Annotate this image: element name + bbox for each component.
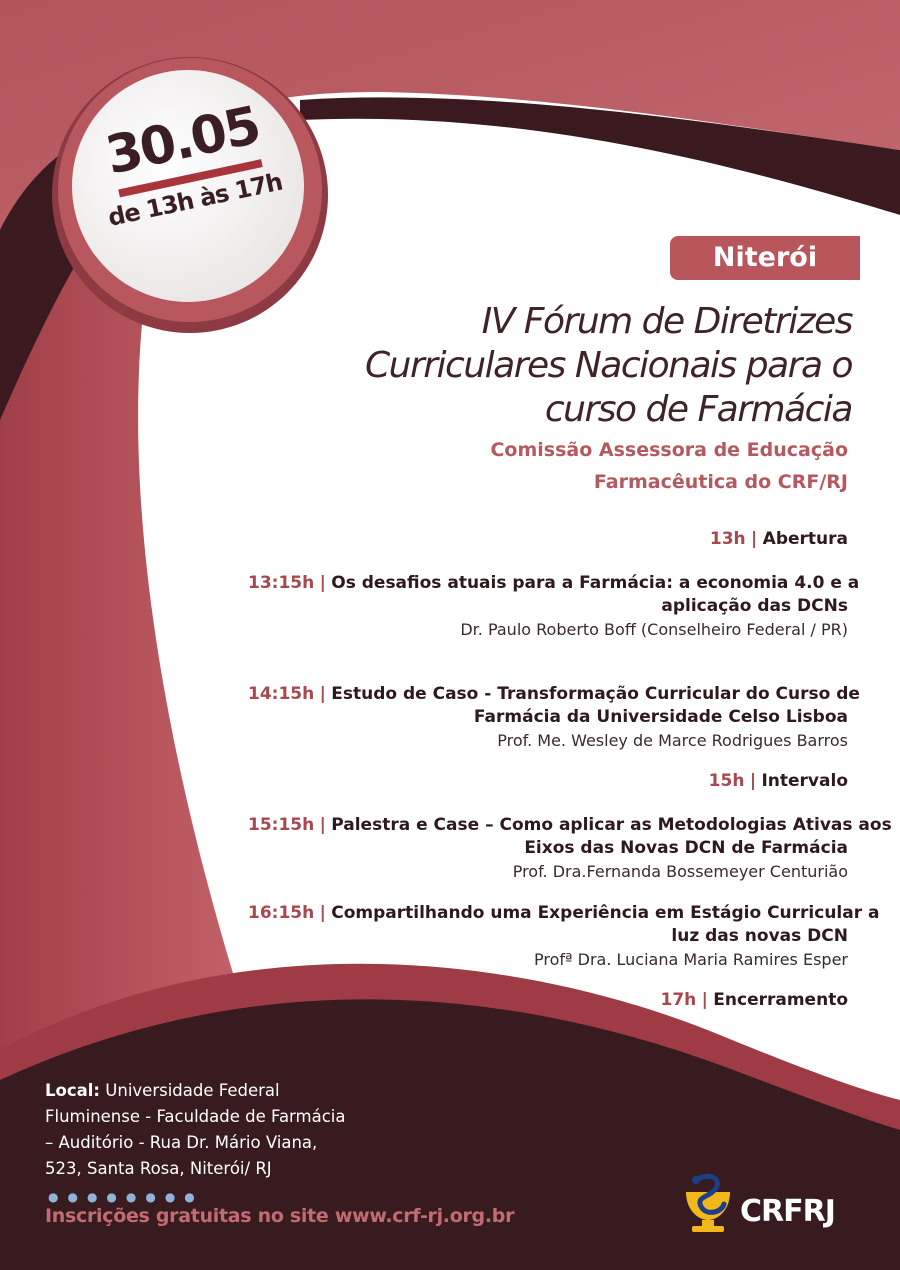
event-time-range: de 13h às 17h <box>105 167 285 232</box>
agenda-item <box>248 989 848 1012</box>
separator: | <box>319 903 326 923</box>
agenda-time: 13:15h <box>248 573 315 593</box>
title-line: Curriculares Nacionais para o <box>364 345 852 386</box>
agenda-topic: Estudo de Caso - Transformação Curricular do Curso de <box>331 684 860 704</box>
agenda-item <box>248 683 860 752</box>
venue-line: 523, Santa Rosa, Niterói/ RJ <box>45 1159 272 1178</box>
registration-info: Inscrições gratuitas no site www.crf-rj.org.br <box>45 1205 515 1227</box>
agenda-speaker: Dr. Paulo Roberto Boff (Conselheiro Federal / PR) <box>460 620 848 639</box>
separator: | <box>751 529 758 549</box>
venue-label: Local: <box>45 1081 101 1100</box>
separator: | <box>319 573 326 593</box>
organizer-line: Comissão Assessora de Educação <box>490 439 848 461</box>
agenda-topic: Eixos das Novas DCN de Farmácia <box>524 838 848 858</box>
agenda-item <box>248 770 848 793</box>
agenda-topic: Compartilhando uma Experiência em Estágio Curricular a <box>331 903 880 923</box>
agenda-time: 16:15h <box>248 903 315 923</box>
agenda-topic: Os desafios atuais para a Farmácia: a economia 4.0 e a <box>331 573 860 593</box>
agenda-item <box>248 572 860 641</box>
agenda-speaker: Prof. Me. Wesley de Marce Rodrigues Barros <box>497 731 848 750</box>
venue-line: – Auditório - Rua Dr. Mário Viana, <box>45 1133 318 1152</box>
logo-text <box>740 1194 835 1229</box>
venue-line: Fluminense - Faculdade de Farmácia <box>45 1107 346 1126</box>
organizer-line: Farmacêutica do CRF/RJ <box>593 471 848 493</box>
agenda-item <box>248 528 848 551</box>
logo-text-rj: RJ <box>802 1194 835 1229</box>
agenda-topic: Encerramento <box>713 990 848 1010</box>
separator: | <box>319 684 326 704</box>
separator: | <box>701 990 708 1010</box>
agenda-item <box>248 902 880 971</box>
dots-divider: ●●●●●●●● <box>48 1190 204 1204</box>
agenda-topic: Intervalo <box>761 771 848 791</box>
agenda-topic: Farmácia da Universidade Celso Lisboa <box>473 707 848 727</box>
title-line: curso de Farmácia <box>544 389 852 430</box>
event-date: 30.05 <box>100 95 265 187</box>
agenda-time: 13h <box>709 529 746 549</box>
separator: | <box>749 771 757 791</box>
organizer <box>348 434 848 498</box>
event-title <box>292 300 852 432</box>
agenda-time: 15:15h <box>248 815 315 835</box>
venue-line: Universidade Federal <box>105 1081 280 1100</box>
separator: | <box>319 815 326 835</box>
city-tag: Niterói <box>670 236 860 280</box>
agenda-time: 15h <box>708 771 745 791</box>
title-line: IV Fórum de Diretrizes <box>481 301 852 342</box>
agenda-item <box>248 814 892 883</box>
agenda-time: 17h <box>660 990 697 1010</box>
agenda-topic: Palestra e Case – Como aplicar as Metodologias Ativas aos <box>331 815 892 835</box>
agenda-speaker: Prof. Dra.Fernanda Bossemeyer Centurião <box>512 862 848 881</box>
venue <box>45 1078 385 1182</box>
agenda-topic: aplicação das DCNs <box>661 596 848 616</box>
agenda-topic: luz das novas DCN <box>671 926 848 946</box>
agenda-speaker: Profª Dra. Luciana Maria Ramires Esper <box>533 950 848 969</box>
agenda-topic: Abertura <box>762 529 848 549</box>
logo-text-crf: CRF <box>740 1194 803 1229</box>
agenda-time: 14:15h <box>248 684 315 704</box>
